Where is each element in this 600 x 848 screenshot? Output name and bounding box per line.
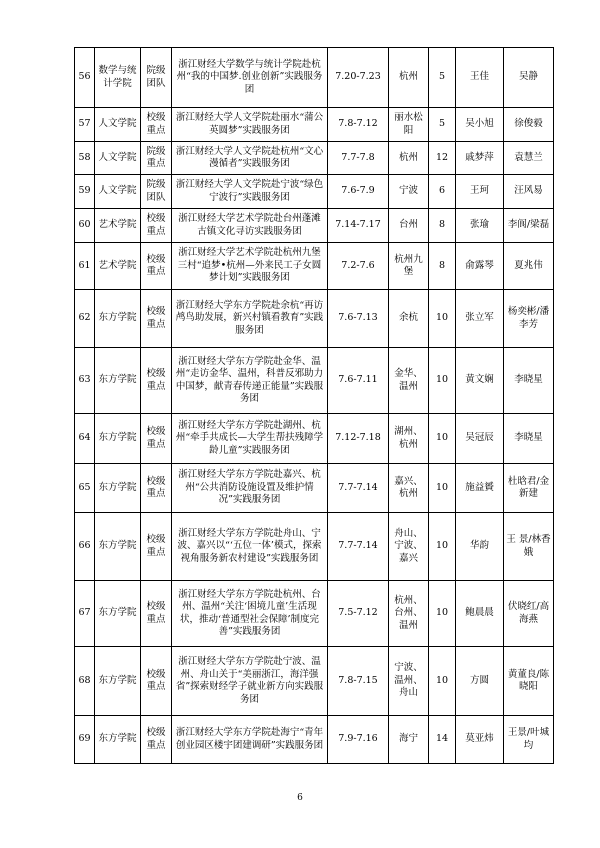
college-cell: 东方学院 (95, 716, 141, 764)
member-count-cell: 5 (429, 108, 456, 142)
college-cell: 数学与统计学院 (95, 48, 141, 108)
table-row (75, 414, 554, 464)
table-row (75, 464, 554, 513)
place-cell: 杭州九堡 (389, 243, 429, 290)
project-name-cell: 浙江财经大学艺术学院赴杭州九堡三村“追梦•杭州—外来民工子女圆梦计划”实践服务团 (172, 243, 328, 290)
date-cell: 7.12-7.18 (328, 414, 389, 464)
college-cell: 艺术学院 (95, 243, 141, 290)
level-cell: 院级团队 (141, 175, 172, 209)
member-count-cell: 10 (429, 414, 456, 464)
date-cell: 7.9-7.16 (328, 716, 389, 764)
advisor-cell: 王景/叶城均 (504, 716, 554, 764)
place-cell: 杭州 (389, 142, 429, 175)
project-name-cell: 浙江财经大学东方学院赴嘉兴、杭州“公共消防设施设置及维护情况”实践服务团 (172, 464, 328, 513)
date-cell: 7.8-7.12 (328, 108, 389, 142)
date-cell: 7.6-7.13 (328, 290, 389, 348)
advisor-cell: 李阆/梁磊 (504, 209, 554, 243)
level-cell: 校级重点 (141, 716, 172, 764)
member-count-cell: 6 (429, 175, 456, 209)
table-row (75, 290, 554, 348)
project-name-cell: 浙江财经大学东方学院赴海宁“青年创业园区楼宇团建调研”实践服务团 (172, 716, 328, 764)
advisor-cell: 杨奕彬/潘李芳 (504, 290, 554, 348)
team-leader-cell: 戚梦萍 (456, 142, 504, 175)
college-cell: 人文学院 (95, 142, 141, 175)
row-number: 66 (75, 513, 95, 581)
place-cell: 台州 (389, 209, 429, 243)
level-cell: 校级重点 (141, 108, 172, 142)
advisor-cell: 徐俊毅 (504, 108, 554, 142)
place-cell: 舟山、宁波、嘉兴 (389, 513, 429, 581)
member-count-cell: 8 (429, 243, 456, 290)
place-cell: 金华、温州 (389, 348, 429, 414)
place-cell: 宁波 (389, 175, 429, 209)
row-number: 63 (75, 348, 95, 414)
advisor-cell: 夏兆伟 (504, 243, 554, 290)
advisor-cell: 伏晓红/高海燕 (504, 581, 554, 647)
level-cell: 院级重点 (141, 142, 172, 175)
row-number: 69 (75, 716, 95, 764)
row-number: 61 (75, 243, 95, 290)
team-leader-cell: 张瑜 (456, 209, 504, 243)
project-name-cell: 浙江财经大学东方学院赴宁波、温州、舟山关于“美丽浙江，海洋强省”探索财经学子就业新方向实践服务团 (172, 647, 328, 716)
row-number: 60 (75, 209, 95, 243)
row-number: 65 (75, 464, 95, 513)
project-name-cell: 浙江财经大学人文学院赴丽水“蒲公英圆梦”实践服务团 (172, 108, 328, 142)
team-leader-cell: 黄文娴 (456, 348, 504, 414)
date-cell: 7.7-7.8 (328, 142, 389, 175)
college-cell: 东方学院 (95, 290, 141, 348)
college-cell: 东方学院 (95, 464, 141, 513)
team-leader-cell: 莫亚炜 (456, 716, 504, 764)
table-body (75, 48, 554, 764)
team-leader-cell: 施益贇 (456, 464, 504, 513)
table-row (75, 647, 554, 716)
advisor-cell: 王 景/林香娥 (504, 513, 554, 581)
date-cell: 7.20-7.23 (328, 48, 389, 108)
member-count-cell: 10 (429, 348, 456, 414)
team-leader-cell: 方圆 (456, 647, 504, 716)
date-cell: 7.14-7.17 (328, 209, 389, 243)
member-count-cell: 10 (429, 290, 456, 348)
level-cell: 校级重点 (141, 581, 172, 647)
date-cell: 7.6-7.9 (328, 175, 389, 209)
level-cell: 校级重点 (141, 348, 172, 414)
member-count-cell: 10 (429, 464, 456, 513)
advisor-cell: 黄董良/陈晓阳 (504, 647, 554, 716)
date-cell: 7.5-7.12 (328, 581, 389, 647)
advisor-cell: 李晓星 (504, 348, 554, 414)
member-count-cell: 14 (429, 716, 456, 764)
table-row (75, 108, 554, 142)
college-cell: 东方学院 (95, 647, 141, 716)
table-row (75, 209, 554, 243)
table-row (75, 142, 554, 175)
project-name-cell: 浙江财经大学东方学院赴金华、温州“走访金华、温州，科普反邪助力中国梦，献青春传递正能量”实践服务团 (172, 348, 328, 414)
project-name-cell: 浙江财经大学东方学院赴湖州、杭州“牵手共成长—大学生帮扶残障学龄儿童”实践服务团 (172, 414, 328, 464)
member-count-cell: 8 (429, 209, 456, 243)
college-cell: 人文学院 (95, 175, 141, 209)
level-cell: 校级重点 (141, 513, 172, 581)
member-count-cell: 10 (429, 513, 456, 581)
date-cell: 7.7-7.14 (328, 464, 389, 513)
team-leader-cell: 吴小旭 (456, 108, 504, 142)
table-row (75, 716, 554, 764)
date-cell: 7.7-7.14 (328, 513, 389, 581)
level-cell: 校级重点 (141, 647, 172, 716)
place-cell: 杭州、台州、温州 (389, 581, 429, 647)
level-cell: 校级重点 (141, 243, 172, 290)
level-cell: 校级重点 (141, 464, 172, 513)
row-number: 59 (75, 175, 95, 209)
table-row (75, 581, 554, 647)
project-name-cell: 浙江财经大学艺术学院赴台州蓬滩古镇文化寻访实践服务团 (172, 209, 328, 243)
project-name-cell: 浙江财经大学人文学院赴宁波“绿色宁波行”实践服务团 (172, 175, 328, 209)
team-leader-cell: 鲍晨晨 (456, 581, 504, 647)
practice-team-table (74, 47, 554, 764)
college-cell: 东方学院 (95, 414, 141, 464)
advisor-cell: 杜晗君/金新建 (504, 464, 554, 513)
project-name-cell: 浙江财经大学东方学院赴舟山、宁波、嘉兴以“‘五位一体’模式，探索视角服务新农村建设”实践服务团 (172, 513, 328, 581)
place-cell: 嘉兴、杭州 (389, 464, 429, 513)
level-cell: 院级团队 (141, 48, 172, 108)
date-cell: 7.8-7.15 (328, 647, 389, 716)
college-cell: 东方学院 (95, 348, 141, 414)
team-leader-cell: 张立军 (456, 290, 504, 348)
advisor-cell: 汪风易 (504, 175, 554, 209)
table-row (75, 243, 554, 290)
date-cell: 7.2-7.6 (328, 243, 389, 290)
page-number: 6 (297, 793, 303, 803)
team-leader-cell: 王珂 (456, 175, 504, 209)
college-cell: 东方学院 (95, 581, 141, 647)
advisor-cell: 袁慧兰 (504, 142, 554, 175)
advisor-cell: 李晓星 (504, 414, 554, 464)
table-row (75, 48, 554, 108)
level-cell: 校级重点 (141, 414, 172, 464)
level-cell: 校级重点 (141, 290, 172, 348)
table-row (75, 348, 554, 414)
member-count-cell: 10 (429, 647, 456, 716)
project-name-cell: 浙江财经大学东方学院赴余杭“再访鸬鸟助发展，新兴村镇看教育”实践服务团 (172, 290, 328, 348)
member-count-cell: 5 (429, 48, 456, 108)
table-row (75, 513, 554, 581)
place-cell: 杭州 (389, 48, 429, 108)
row-number: 62 (75, 290, 95, 348)
date-cell: 7.6-7.11 (328, 348, 389, 414)
place-cell: 余杭 (389, 290, 429, 348)
team-leader-cell: 华韵 (456, 513, 504, 581)
place-cell: 丽水松阳 (389, 108, 429, 142)
college-cell: 人文学院 (95, 108, 141, 142)
place-cell: 海宁 (389, 716, 429, 764)
college-cell: 东方学院 (95, 513, 141, 581)
team-leader-cell: 俞露琴 (456, 243, 504, 290)
project-name-cell: 浙江财经大学数学与统计学院赴杭州“我的中国梦.创业创新”实践服务团 (172, 48, 328, 108)
row-number: 56 (75, 48, 95, 108)
row-number: 64 (75, 414, 95, 464)
project-name-cell: 浙江财经大学人文学院赴杭州“文心漫循者”实践服务团 (172, 142, 328, 175)
place-cell: 湖州、杭州 (389, 414, 429, 464)
team-leader-cell: 吴冠辰 (456, 414, 504, 464)
row-number: 57 (75, 108, 95, 142)
college-cell: 艺术学院 (95, 209, 141, 243)
row-number: 67 (75, 581, 95, 647)
team-leader-cell: 王佳 (456, 48, 504, 108)
project-name-cell: 浙江财经大学东方学院赴杭州、台州、温州“关注‘困境儿童’生活现状，推动‘普通型社会保障’制度完善”实践服务团 (172, 581, 328, 647)
row-number: 58 (75, 142, 95, 175)
level-cell: 校级重点 (141, 209, 172, 243)
row-number: 68 (75, 647, 95, 716)
advisor-cell: 吴静 (504, 48, 554, 108)
place-cell: 宁波、温州、舟山 (389, 647, 429, 716)
member-count-cell: 12 (429, 142, 456, 175)
member-count-cell: 10 (429, 581, 456, 647)
table-row (75, 175, 554, 209)
